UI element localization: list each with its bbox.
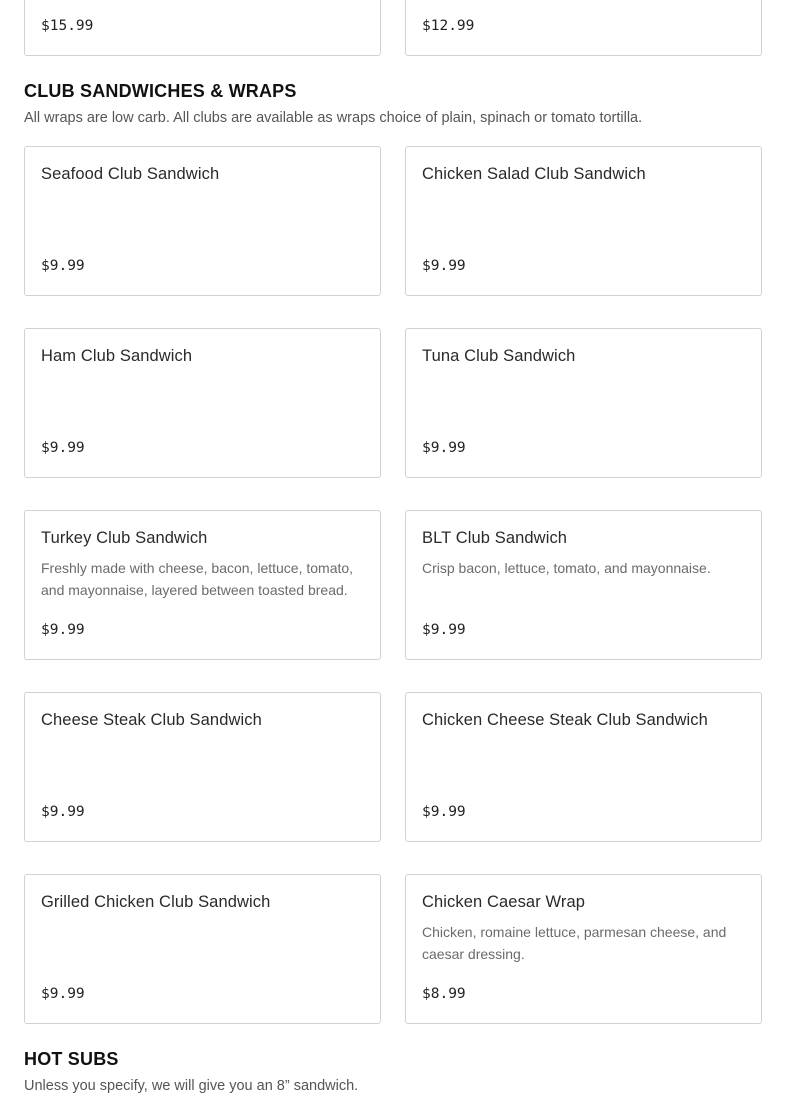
menu-item-card[interactable] bbox=[24, 874, 381, 1024]
menu-item-card[interactable] bbox=[24, 146, 381, 296]
section-subtitle-hot-subs: Unless you specify, we will give you an 8” sandwich. bbox=[24, 1078, 359, 1094]
item-name: Tuna Club Sandwich bbox=[422, 347, 576, 365]
item-price: $15.99 bbox=[41, 18, 94, 34]
item-price: $9.99 bbox=[422, 622, 466, 638]
item-price: $9.99 bbox=[41, 440, 85, 456]
menu-item-card[interactable] bbox=[405, 146, 762, 296]
item-price: $9.99 bbox=[41, 804, 85, 820]
item-price: $9.99 bbox=[41, 258, 85, 274]
menu-item-card[interactable] bbox=[24, 0, 381, 56]
item-name: Grilled Chicken Club Sandwich bbox=[41, 893, 271, 911]
item-price: $9.99 bbox=[41, 622, 85, 638]
item-name: Chicken Cheese Steak Club Sandwich bbox=[422, 711, 708, 729]
menu-item-card[interactable] bbox=[405, 874, 762, 1024]
menu-item-card[interactable] bbox=[24, 328, 381, 478]
menu-item-card[interactable] bbox=[405, 328, 762, 478]
section-title-hot-subs: HOT SUBS bbox=[24, 1049, 119, 1069]
item-price: $12.99 bbox=[422, 18, 475, 34]
item-name: Chicken Salad Club Sandwich bbox=[422, 165, 646, 183]
section-title-club: CLUB SANDWICHES & WRAPS bbox=[24, 81, 297, 101]
section-subtitle-club: All wraps are low carb. All clubs are available as wraps choice of plain, spinach or tomato tortilla. bbox=[24, 110, 643, 126]
item-price: $9.99 bbox=[422, 258, 466, 274]
menu-item-card[interactable] bbox=[24, 692, 381, 842]
menu-item-card[interactable] bbox=[405, 692, 762, 842]
item-name: BLT Club Sandwich bbox=[422, 529, 568, 547]
item-price: $9.99 bbox=[422, 440, 466, 456]
item-description: Freshly made with cheese, bacon, lettuce, tomato, and mayonnaise, layered between toasted bread. bbox=[41, 560, 354, 598]
item-description: Chicken, romaine lettuce, parmesan cheese, and caesar dressing. bbox=[422, 924, 727, 962]
item-price: $8.99 bbox=[422, 986, 466, 1002]
item-price: $9.99 bbox=[41, 986, 85, 1002]
menu-item-card[interactable] bbox=[24, 510, 381, 660]
item-name: Cheese Steak Club Sandwich bbox=[41, 711, 262, 729]
item-price: $9.99 bbox=[422, 804, 466, 820]
item-description: Crisp bacon, lettuce, tomato, and mayonnaise. bbox=[422, 560, 711, 576]
item-name: Ham Club Sandwich bbox=[41, 347, 193, 365]
menu-item-card[interactable] bbox=[405, 0, 762, 56]
item-name: Seafood Club Sandwich bbox=[41, 165, 220, 183]
menu-item-card[interactable] bbox=[405, 510, 762, 660]
item-name: Chicken Caesar Wrap bbox=[422, 893, 585, 911]
item-name: Turkey Club Sandwich bbox=[41, 529, 208, 547]
